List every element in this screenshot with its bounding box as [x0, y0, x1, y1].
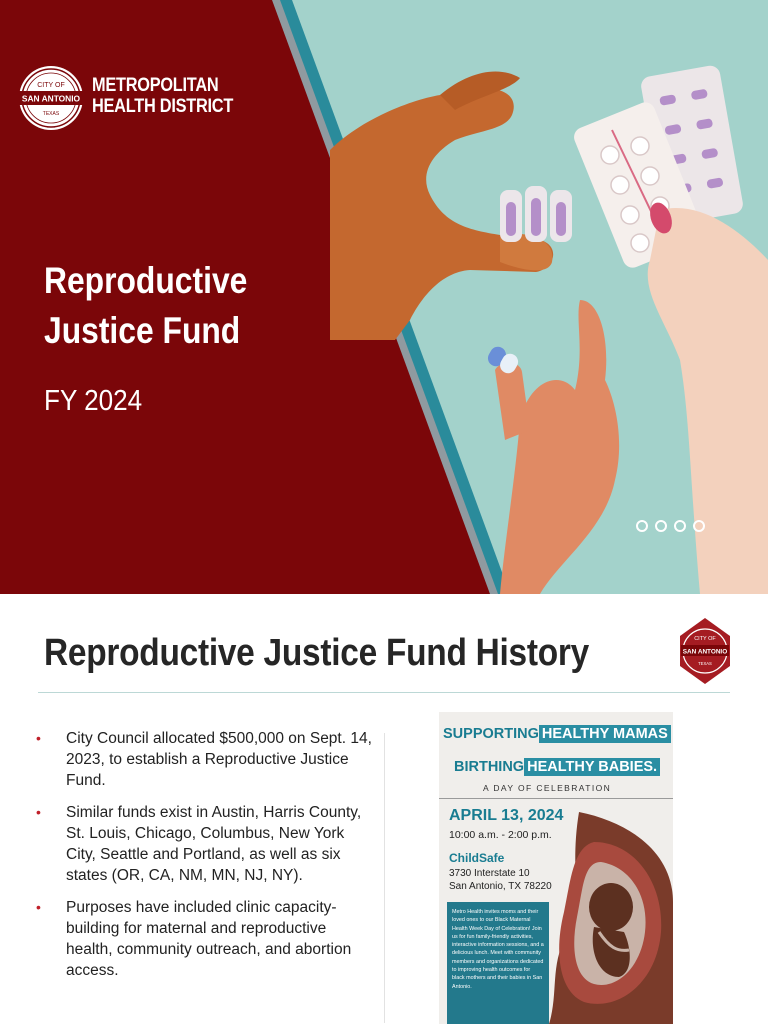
seal-name-text: SAN ANTONIO: [682, 648, 728, 656]
logo-line-2: HEALTH DISTRICT: [92, 96, 234, 117]
pregnancy-illustration: [539, 812, 673, 1024]
flyer-headline-2: [454, 759, 660, 775]
metro-health-logo: [18, 55, 234, 145]
logo-wordmark: [92, 75, 233, 117]
carousel-dot[interactable]: [693, 520, 705, 532]
bullet-text: City Council allocated $500,000 on Sept. 14, 2023, to establish a Reproductive Justice Fund.: [66, 730, 372, 789]
vials-icon: [500, 186, 572, 242]
event-flyer: [439, 712, 673, 1024]
city-seal-icon: [18, 55, 84, 141]
flyer-tagline: A DAY OF CELEBRATION: [483, 783, 612, 793]
slide-title: [44, 256, 247, 356]
column-divider: [384, 733, 385, 1023]
history-title: Reproductive Justice Fund History: [44, 632, 590, 674]
seal-bottom-text: TEXAS: [42, 111, 60, 117]
title-divider: [38, 692, 730, 693]
history-slide: [0, 596, 768, 1024]
carousel-dot[interactable]: [655, 520, 667, 532]
seal-name-text: SAN ANTONIO: [21, 93, 81, 104]
city-seal-icon: [678, 616, 732, 686]
logo-line-1: METROPOLITAN: [92, 75, 219, 96]
carousel-dot[interactable]: [674, 520, 686, 532]
carousel-dot[interactable]: [636, 520, 648, 532]
fiscal-year-subtitle: FY 2024: [44, 385, 143, 417]
flyer-headline-1-plain: SUPPORTING: [443, 726, 539, 742]
bullet-icon: •: [36, 899, 41, 915]
flyer-address-line-2: San Antonio, TX 78220: [449, 881, 552, 892]
seal-top-text: CITY OF: [694, 636, 716, 642]
flyer-venue: ChildSafe: [449, 851, 505, 865]
bullet-text: Similar funds exist in Austin, Harris County, St. Louis, Chicago, Columbus, New York City, Seattle and Portland, as well as six states (OR, CA, NM, MN, NJ, NY).: [66, 804, 362, 884]
flyer-headline-1-box: HEALTHY MAMAS: [539, 725, 671, 743]
bullet-icon: •: [36, 804, 41, 820]
seal-top-text: CITY OF: [37, 82, 65, 89]
flyer-headline-2-plain: BIRTHING: [454, 759, 525, 775]
flyer-time: 10:00 a.m. - 2:00 p.m.: [449, 829, 552, 841]
flyer-date: APRIL 13, 2024: [449, 807, 564, 824]
flyer-description: Metro Health invites moms and their loved ones to our Black Maternal Health Week Day of Celebration! Join us for fun family-friendly activities, interactive information sessions, and a delicious lunch. Meet with community members and organizations dedicated to improving health outcomes for black mothers and their babies in San Antonio.: [447, 902, 549, 1024]
bullet-item: [36, 802, 372, 886]
bullet-text: Purposes have included clinic capacity-building for maternal and reproductive health, community outreach, and abortion access.: [66, 899, 352, 979]
bullet-item: [36, 897, 372, 981]
bullet-icon: •: [36, 730, 41, 746]
flyer-headline-2-box: HEALTHY BABIES.: [524, 758, 660, 776]
title-line-2: Justice Fund: [44, 310, 241, 351]
flyer-address-line-1: 3730 Interstate 10: [449, 868, 530, 879]
seal-bottom-text: TEXAS: [698, 661, 712, 666]
flyer-headline-1: [443, 726, 671, 742]
flyer-divider: [439, 798, 673, 799]
carousel-dots: [636, 520, 705, 532]
history-bullet-list: [36, 728, 372, 992]
bullet-item: [36, 728, 372, 791]
title-line-1: Reproductive: [44, 260, 248, 301]
